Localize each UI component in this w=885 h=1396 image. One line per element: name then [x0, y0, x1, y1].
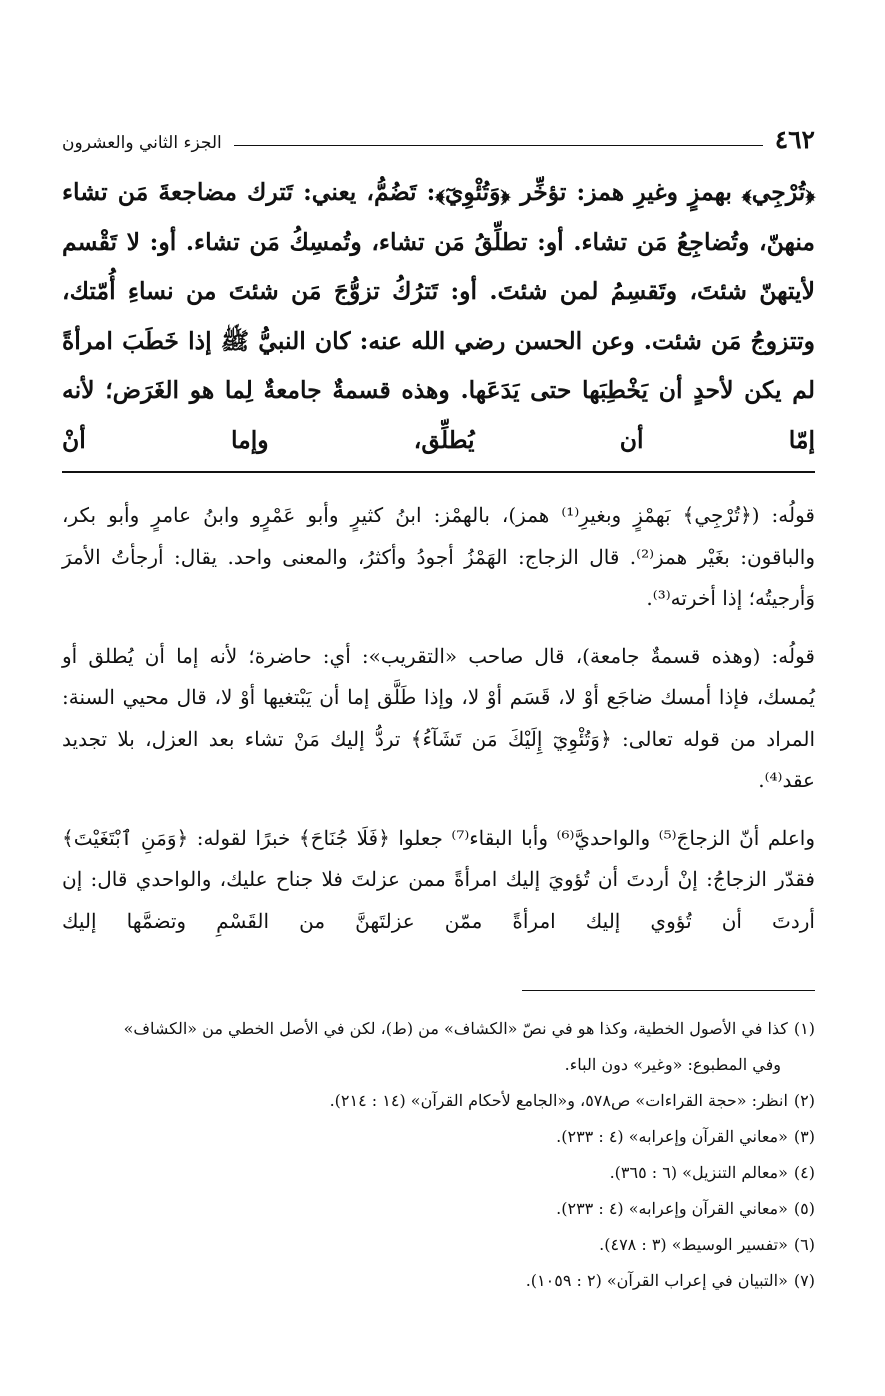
footnotes [62, 1011, 815, 1299]
footnote-number: (٧) [793, 1271, 815, 1290]
footnote-divider [522, 990, 815, 991]
commentary-section [62, 495, 815, 942]
footnote-text: «معالم التنزيل» (٦ : ٣٦٥). [609, 1163, 788, 1182]
footnote [62, 1083, 815, 1119]
footnote [62, 1011, 815, 1047]
footnote-text: انظر: «حجة القراءات» ص٥٧٨، و«الجامع لأحكام القرآن» (١٤ : ٢١٤). [329, 1091, 788, 1110]
footnote-number: (٣) [793, 1127, 815, 1146]
footnote [62, 1227, 815, 1263]
commentary-paragraph: قولُه: (﴿تُرْجِي﴾ بَهمْزٍ وبغيرِ⁽¹⁾ همز)، بالهمْز: ابنُ كثيرٍ وأبو عَمْرٍو وابنُ عامرٍ وأبو بكر، والباقون: بغَيْر همز⁽²⁾. قال الزجاج: الهَمْزُ أجودُ وأكثرُ، والمعنى واحد. يقال: أرجأتُ الأمرَ وَأرجيتُه؛ إذا أخرته⁽³⁾. [62, 503, 816, 610]
footnote-number: (٥) [793, 1199, 815, 1218]
footnote-number: (١) [793, 1019, 815, 1038]
footnote-text: «تفسير الوسيط» (٣ : ٤٧٨). [599, 1235, 788, 1254]
footnote-continuation: وفي المطبوع: «وغير» دون الباء. [564, 1055, 781, 1074]
footnote-text: «معاني القرآن وإعرابه» (٤ : ٢٣٣). [556, 1127, 788, 1146]
page-header [62, 112, 815, 152]
footnote-text: كذا في الأصول الخطية، وكذا هو في نصّ «الكشاف» من (ط)، لكن في الأصل الخطي من «الكشاف» [123, 1019, 788, 1038]
footnote-number: (٤) [793, 1163, 815, 1182]
footnote [62, 1263, 815, 1299]
footnote [62, 1155, 815, 1191]
running-title: الجزء الثاني والعشرون [62, 133, 222, 153]
commentary-paragraph: واعلم أنّ الزجاجَ⁽⁵⁾ والواحديَّ⁽⁶⁾ وأبا البقاء⁽⁷⁾ جعلوا ﴿فَلَا جُنَاحَ﴾ خبرًا لقوله: ﴿وَمَنِ ٱبْتَغَيْتَ﴾ فقدّر الزجاجُ: إنْ أردتَ أن تُؤويَ إليك امرأةً ممن عزلتَ فلا جناح عليك، والواحدي قال: إن أردتَ أن تُؤوي إليك امرأةً ممّن عزلتَهنَّ من القَسْمِ وتضمَّها إليك [62, 825, 815, 933]
footnote-number: (٢) [793, 1091, 815, 1110]
main-text: ﴿تُرْجِي﴾ بهمزٍ وغيرِ همز: تؤخِّر ﴿وَتُئْوِيٓ﴾: تَضُمُّ، يعني: تَترك مضاجعةَ مَن تشاء منهنّ، وتُضاجِعُ مَن تشاء. أو: تطلِّقُ مَن تشاء، وتُمسِكُ مَن تشاء. أو: لا تَقْسم لأيتهنّ شئتَ، وتَقسِمُ لمن شئتَ. أو: تَترُكُ تزوُّجَ مَن شئتَ من نساءِ أُمّتك، وتتزوجُ مَن شئت. وعن الحسن رضي الله عنه: كان النبيُّ ﷺ إذا خَطَبَ امرأةً لم يكن لأحدٍ أن يَخْطِبَها حتى يَدَعَها. وهذه قسمةٌ جامعةٌ لِما هو الغَرَض؛ لأنه إمّا أن يُطلِّق، وإما أنْ [62, 178, 815, 454]
footnote [62, 1119, 815, 1155]
main-text-divider [62, 471, 815, 473]
footnote-number: (٦) [793, 1235, 815, 1254]
footnote-text: «التبيان في إعراب القرآن» (٢ : ١٠٥٩). [525, 1271, 788, 1290]
footnote-text: «معاني القرآن وإعرابه» (٤ : ٢٣٣). [556, 1199, 788, 1218]
commentary-paragraph: قولُه: (وهذه قسمةٌ جامعة)، قال صاحب «التقريب»: أي: حاضرة؛ لأنه إما أن يُطلق أو يُمسك، فإذا أمسك ضاجَع أوْ لا، قَسَم أوْ لا، وإذا طَلَّق إما أن يَبْتغيها أوْ لا، قال محيي السنة: المراد من قوله تعالى: ﴿وَتُئْوِيٓ إِلَيْكَ مَن تَشَآءُ﴾ تردُّ إليك مَنْ تشاء بعد العزل، بلا تجديد عقد⁽⁴⁾. [62, 643, 815, 792]
footnote [62, 1191, 815, 1227]
header-rule [234, 145, 763, 146]
page-number: ٤٦٢ [774, 125, 815, 154]
